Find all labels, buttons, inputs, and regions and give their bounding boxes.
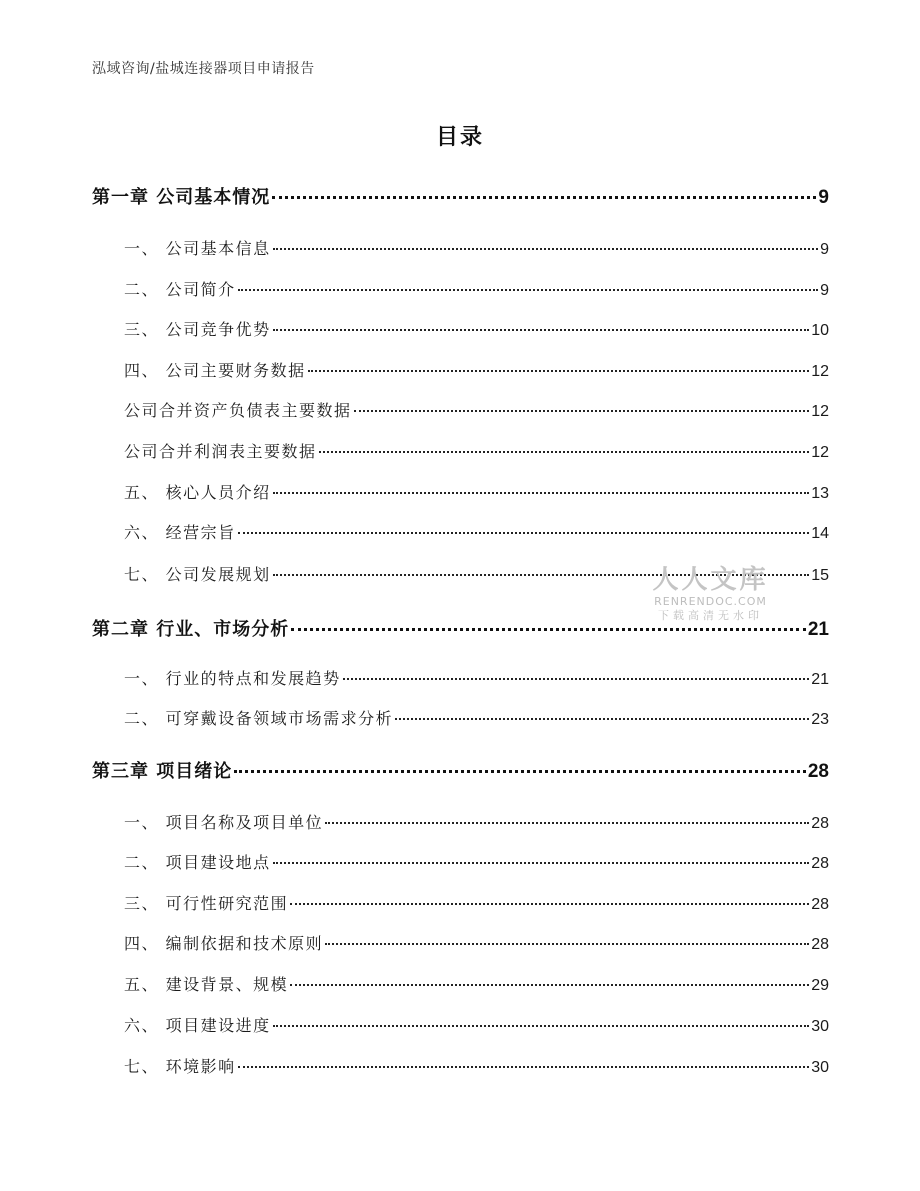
- toc-dot-leader: [395, 717, 809, 720]
- toc-dot-leader: [273, 861, 810, 864]
- toc-dot-leader: [238, 288, 819, 291]
- toc-section-entry[interactable]: [124, 1054, 829, 1078]
- toc-dot-leader: [319, 450, 810, 453]
- toc-entry-title: 五、 核心人员介绍: [124, 483, 271, 502]
- toc-page-number: 30: [811, 1018, 829, 1035]
- toc-section-entry[interactable]: [124, 810, 829, 834]
- toc-section-entry[interactable]: [124, 972, 829, 996]
- toc-entry-title: 一、 行业的特点和发展趋势: [124, 669, 341, 688]
- toc-section-entry[interactable]: [124, 931, 829, 955]
- toc-section-entry[interactable]: [124, 706, 829, 730]
- toc-page-number: 29: [811, 977, 829, 994]
- toc-entry-title: 二、 公司简介: [124, 280, 236, 299]
- toc-entry-title: 三、 可行性研究范围: [124, 894, 289, 913]
- toc-entry-title: 六、 经营宗旨: [124, 523, 236, 542]
- toc-page-number: 30: [811, 1059, 829, 1076]
- toc-dot-leader: [325, 942, 809, 945]
- toc-page-number: 15: [811, 567, 829, 584]
- toc-section-entry[interactable]: [124, 891, 829, 915]
- toc-dot-leader: [234, 769, 806, 773]
- toc-page-number: 28: [811, 896, 829, 913]
- watermark-logo-text: 人人文库: [652, 565, 769, 595]
- toc-entry-title: 第三章 项目绪论: [92, 761, 233, 782]
- toc-page-number: 10: [811, 322, 829, 339]
- toc-section-entry[interactable]: [124, 850, 829, 874]
- toc-entry-title: 公司合并利润表主要数据: [124, 442, 317, 461]
- toc-page-number: 12: [811, 363, 829, 380]
- toc-page-number: 12: [811, 403, 829, 420]
- toc-entry-title: 四、 公司主要财务数据: [124, 361, 306, 380]
- toc-dot-leader: [308, 369, 810, 372]
- toc-entry-title: 公司合并资产负债表主要数据: [124, 401, 352, 420]
- toc-entry-title: 三、 公司竞争优势: [124, 320, 271, 339]
- toc-dot-leader: [273, 1024, 810, 1027]
- toc-entry-title: 四、 编制依据和技术原则: [124, 934, 324, 953]
- watermark-subtitle: 下载高清无水印: [658, 609, 763, 622]
- toc-section-entry[interactable]: [124, 666, 829, 690]
- toc-page-number: 12: [811, 444, 829, 461]
- toc-entry-title: 七、 公司发展规划: [124, 565, 271, 584]
- toc-page-number: 9: [820, 241, 829, 258]
- toc-section-entry[interactable]: [124, 277, 829, 301]
- toc-section-entry[interactable]: [124, 562, 829, 586]
- toc-entry-title: 六、 项目建设进度: [124, 1016, 271, 1035]
- toc-entry-title: 二、 项目建设地点: [124, 853, 271, 872]
- toc-page-number: 21: [807, 619, 829, 640]
- toc-page-number: 13: [811, 485, 829, 502]
- toc-dot-leader: [291, 627, 806, 631]
- toc-entry-title: 第二章 行业、市场分析: [92, 619, 290, 640]
- toc-section-entry[interactable]: [124, 439, 829, 463]
- toc-dot-leader: [290, 902, 809, 905]
- toc-section-entry[interactable]: [124, 358, 829, 382]
- toc-dot-leader: [273, 573, 810, 576]
- toc-dot-leader: [290, 983, 809, 986]
- toc-page-number: 21: [811, 671, 829, 688]
- toc-entry-title: 第一章 公司基本情况: [92, 187, 271, 208]
- toc-dot-leader: [273, 491, 810, 494]
- toc-page-number: 14: [811, 525, 829, 542]
- toc-page-number: 28: [807, 761, 829, 782]
- toc-page-number: 9: [818, 187, 829, 208]
- toc-dot-leader: [325, 821, 809, 824]
- toc-dot-leader: [343, 677, 810, 680]
- toc-chapter-entry[interactable]: [92, 183, 829, 209]
- toc-section-entry[interactable]: [124, 1013, 829, 1037]
- toc-page-number: 9: [820, 282, 829, 299]
- toc-entry-title: 二、 可穿戴设备领域市场需求分析: [124, 709, 394, 728]
- toc-section-entry[interactable]: [124, 398, 829, 422]
- toc-dot-leader: [238, 1065, 810, 1068]
- toc-chapter-entry[interactable]: [92, 615, 829, 641]
- toc-entry-title: 一、 公司基本信息: [124, 239, 271, 258]
- toc-title: 目录: [435, 125, 484, 150]
- toc-section-entry[interactable]: [124, 236, 829, 260]
- toc-section-entry[interactable]: [124, 317, 829, 341]
- toc-section-entry[interactable]: [124, 480, 829, 504]
- toc-dot-leader: [354, 409, 810, 412]
- toc-dot-leader: [273, 247, 819, 250]
- toc-entry-title: 五、 建设背景、规模: [124, 975, 289, 994]
- page-header: 泓域咨询/盐城连接器项目申请报告: [92, 61, 315, 77]
- toc-entry-title: 一、 项目名称及项目单位: [124, 813, 324, 832]
- toc-page-number: 23: [811, 711, 829, 728]
- toc-section-entry[interactable]: [124, 520, 829, 544]
- toc-dot-leader: [273, 328, 810, 331]
- toc-chapter-entry[interactable]: [92, 757, 829, 783]
- toc-page-number: 28: [811, 936, 829, 953]
- watermark-url: RENRENDOC.COM: [654, 595, 767, 608]
- toc-page-number: 28: [811, 855, 829, 872]
- toc-dot-leader: [272, 195, 816, 199]
- toc-page-number: 28: [811, 815, 829, 832]
- toc-entry-title: 七、 环境影响: [124, 1057, 236, 1076]
- toc-dot-leader: [238, 531, 810, 534]
